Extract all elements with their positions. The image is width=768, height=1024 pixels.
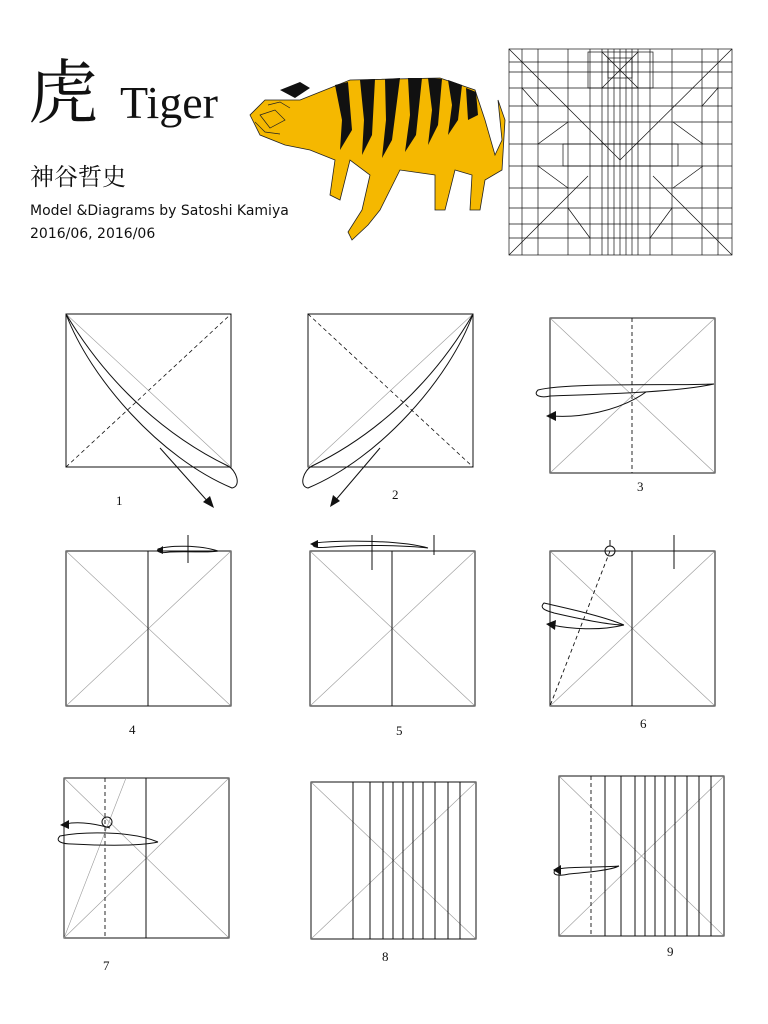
arrow-head [156, 546, 163, 554]
step-4-number: 4 [129, 722, 136, 737]
step-7 [50, 770, 240, 973]
step-4 [60, 535, 240, 737]
step-9 [545, 770, 735, 959]
credit-line: Model &Diagrams by Satoshi Kamiya [30, 203, 289, 219]
step-3-diagram [528, 312, 728, 497]
step-1-number: 1 [116, 493, 123, 508]
step-6-number: 6 [640, 716, 647, 731]
step-8 [305, 776, 485, 964]
fold-arrow [313, 541, 428, 548]
pleat-lines [353, 782, 460, 939]
fold-arrow [303, 314, 473, 488]
step-6-diagram [530, 535, 720, 715]
step-8-diagram [305, 776, 485, 951]
step-9-diagram [545, 770, 735, 945]
step-5 [300, 530, 485, 738]
step-1 [60, 308, 250, 513]
step-5-diagram [300, 530, 485, 715]
step-2 [300, 308, 490, 513]
arrow-head [546, 620, 556, 630]
dates-line: 2016/06, 2016/06 [30, 226, 156, 242]
tiger-body [250, 78, 505, 240]
step-9-number: 9 [667, 944, 674, 959]
step-7-diagram [50, 770, 240, 950]
crease-pattern-horizontals [509, 62, 732, 238]
step-6 [530, 535, 720, 731]
fold-arrow [66, 314, 237, 488]
step-1-diagram [60, 308, 250, 513]
step-2-number: 2 [392, 487, 399, 502]
reference-point [102, 817, 112, 827]
fold-arrow [58, 833, 158, 845]
crease-pattern [508, 48, 733, 256]
step-3-number: 3 [637, 479, 644, 494]
tiger-illustration [240, 60, 510, 250]
step-8-number: 8 [382, 949, 389, 964]
step-5-number: 5 [396, 723, 403, 738]
step-7-number: 7 [103, 958, 110, 973]
step-4-diagram [60, 535, 240, 715]
title-english: Tiger [120, 77, 218, 128]
title-kanji: 虎 [28, 52, 98, 134]
fold-arrow [536, 384, 714, 397]
fold-arrow [554, 866, 619, 875]
step-2-diagram [300, 308, 490, 513]
step-3 [528, 312, 728, 497]
author-japanese: 神谷哲史 [30, 163, 126, 191]
pleat-lines [605, 776, 711, 936]
arrow-head [546, 411, 556, 421]
